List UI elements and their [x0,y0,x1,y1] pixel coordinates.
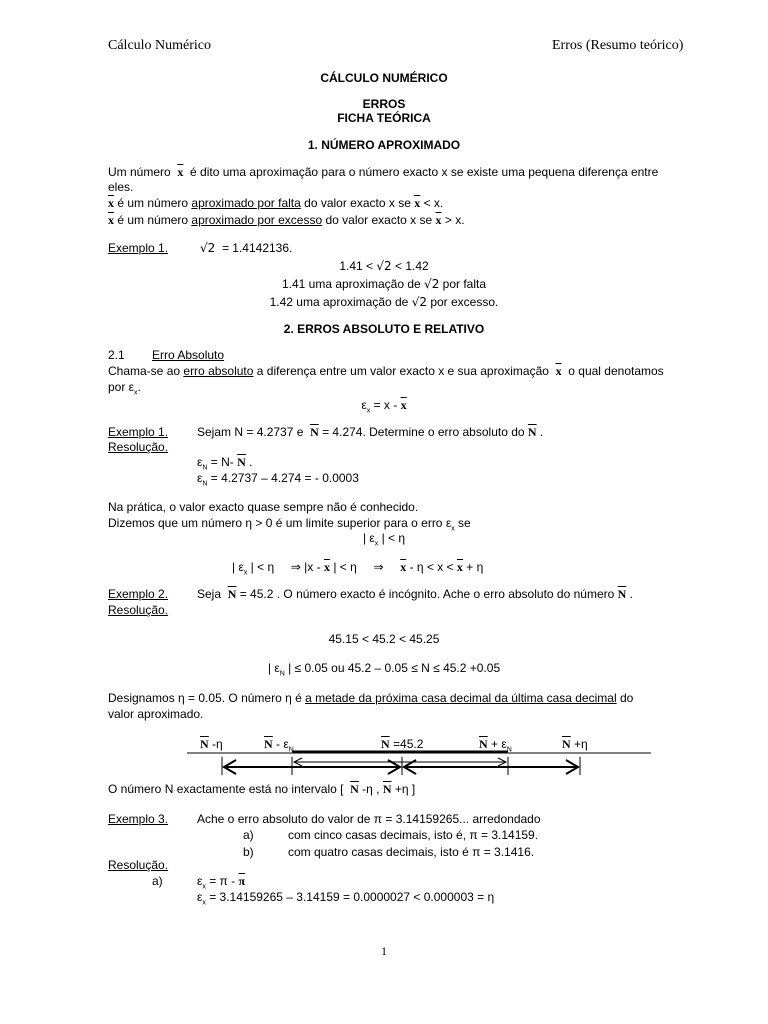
s2-def-a: ε [361,398,367,412]
s1-p2-text-c: < x. [423,196,444,210]
x-bar-symbol: $\overline{x}$ [435,213,442,227]
s2-ex3-item-a-marker: a) [243,828,254,842]
section1-heading: 1. NÚMERO APROXIMADO [307,138,461,152]
x-bar-symbol: $\overline{x}$ [400,560,407,574]
s2-int-c: +η ] [394,782,416,796]
s1-p3-text-a: é um número [117,213,189,227]
sub-n: N [506,746,512,754]
s1-ex-l2-a: 1.41 uma aproximação de [281,277,421,291]
n-bar-symbol: $\overline{N}$ [617,587,627,601]
s2-d1-b: a diferença entre um valor exacto x e sua aproximação [256,364,549,378]
s1-p3-text-c: > x. [444,213,465,227]
s2-ex1-res-line1: $\varepsilon_N = N-$ $\overline{N}$ . [197,455,253,472]
s2-des-underlined: a metade da próxima casa decimal da última casa decimal [305,691,617,705]
s2-d1-c: o qual denotamos [568,364,664,378]
s2-ex3-r1-a: ε [197,874,203,888]
sub-n: N [202,480,208,488]
s2-chain-e: ⇒ [373,560,384,574]
s2-chain-f: - η < x < [409,560,454,574]
s1-ex-l2-b: por falta [442,277,487,291]
s2-p-b2: se [458,516,471,530]
sub-n: N [202,464,208,472]
s2-ex1-r2-b: = 4.2737 – 4.274 = - 0.0003 [210,471,359,485]
s2-example3-label: Exemplo 3. [108,812,169,826]
s2-ex2-a: Seja [197,587,222,601]
s1-p1-text-b: é dito uma aproximação para o número exacto x se existe uma pequena diferença entre [190,165,659,179]
x-bar-symbol: $\overline{x}$ [177,165,184,179]
s1-p2-underlined: aproximado por falta [191,196,301,210]
title-ficha: FICHA TEÓRICA [337,111,431,125]
sqrt2-symbol: √2 [424,277,440,291]
n-bar-symbol: $\overline{N}$ [237,455,246,469]
sub-x: x [374,540,379,548]
s2-interval-text [108,782,415,797]
s2-chain-a: | ε [232,560,244,574]
s2-example1-label: Exemplo 1. [108,425,169,439]
s2-ex2-r2-a: | ε [267,661,280,675]
s2-resolucao-label-2: Resolução. [108,603,169,617]
s1-ex-l1-a: 1.41 < [339,259,374,273]
nl-2: - ε [276,737,289,751]
s2-resolucao-label-1: Resolução. [108,440,169,454]
s2-ex3-res-line2 [197,890,494,906]
nl-5: +η [574,737,588,751]
s2-definition-line2: por $\varepsilon_x$. [108,380,141,397]
n-bar-symbol: $\overline{N}$ [350,782,359,796]
n-bar-symbol: $\overline{N}$ [227,587,237,601]
s2-ex3-r1-b: = π - [209,874,236,888]
s1-p3-text-b: do valor exacto x se [325,213,433,227]
s2-def-sub: x [366,407,371,415]
s2-ex3-r2-a: ε [197,890,203,904]
s2-ex3-item-b-marker: b) [243,845,254,859]
n-bar-symbol: $\overline{N}$ [381,737,390,751]
s1-p3-underlined: aproximado por excesso [191,213,323,227]
x-bar-symbol: $\overline{x}$ [456,560,463,574]
s2-practice-line1: Na prática, o valor exacto quase sempre não é conhecido. [108,500,419,514]
s2-d2: por ε [108,380,135,394]
sub-x: x [243,569,248,577]
s2-ex2-res-line1: 45.15 < 45.2 < 45.25 [328,632,440,646]
s2-ex3-res-marker: a) [152,874,163,888]
s2-def-b: = x - [373,398,398,412]
header-right: Erros (Resumo teórico) [552,38,684,53]
sub-n: N [288,746,294,754]
pi-bar-symbol: $\overline{\pi}$ [238,874,246,888]
s1-example-eq-text: = 1.4142136. [221,241,293,255]
s1-ex-l3-b: por excesso. [430,295,499,309]
x-bar-symbol: $\overline{x}$ [414,196,421,210]
s1-p1-text-a: Um número [108,165,171,179]
s1-example-label: Exemplo 1. [108,241,169,255]
s2-ex2-r2-b: | ≤ 0.05 ou 45.2 – 0.05 ≤ N ≤ 45.2 +0.05 [288,661,501,675]
page-title: CÁLCULO NUMÉRICO [320,71,448,85]
s2-d1-underlined: erro absoluto [183,364,254,378]
x-bar-symbol: $\overline{x}$ [108,196,114,210]
n-bar-symbol: $\overline{N}$ [310,425,319,439]
s2-example3-text: Ache o erro absoluto do valor de π = 3.14159265... arredondado [197,812,541,826]
s2-int-b: -η , [362,782,380,796]
x-bar-symbol: $\overline{x}$ [555,364,562,378]
n-bar-symbol: $\overline{N}$ [562,737,571,751]
s2-chain-c: ⇒ |x - [290,560,321,574]
sqrt2-symbol: √2 [376,259,392,273]
page-number: 1 [381,944,387,958]
s2-example2-label: Exemplo 2. [108,587,169,601]
sqrt2-symbol: √2 [411,295,427,309]
x-bar-symbol: $\overline{x}$ [400,398,407,412]
s2-ex1-a: Sejam N = 4.2737 e [197,425,304,439]
n-bar-symbol: $\overline{N}$ [479,737,488,751]
sub-x: x [202,883,206,891]
s2-d1-a: Chama-se ao [108,364,181,378]
s2-d2-sub: x [134,389,138,397]
s1-ex-l1-b: < 1.42 [394,259,429,273]
s2-sub-title: Erro Absoluto [152,348,225,362]
nl-4: + ε [491,737,507,751]
s2-ex3-item-a-text: com cinco casas decimais, isto é, π = 3.14159. [288,828,539,842]
s2-ex3-r2-b: = 3.14159265 – 3.14159 = 0.0000027 < 0.000003 = η [209,890,495,904]
title-erros: ERROS [362,97,406,111]
s1-p2-text-a: é um número [117,196,189,210]
s2-chain-b: | < η [250,560,275,574]
x-bar-symbol: $\overline{x}$ [323,560,330,574]
s2-ex2-b: = 45.2 . O número exacto é incógnito. Ache o erro absoluto do número [239,587,615,601]
s2-example1-text: Sejam N = 4.2737 e $\overline{N} = 4.274$. Determine o erro absoluto do $\overline{N}$ . [197,425,544,439]
s2-designation-line2: valor aproximado. [108,707,204,721]
s1-ex-l3-a: 1.42 uma aproximação de [269,295,409,309]
n-bar-symbol: $\overline{N}$ [382,782,392,796]
s2-chain-d: | < η [333,560,357,574]
s2-ex1-b: = 4.274. Determine o erro absoluto do [322,425,525,439]
n-bar-symbol: $\overline{N}$ [527,425,537,439]
s2-ineq-b: | < η [381,531,406,545]
s2-ex1-r1-b: = N- [210,455,234,469]
sub-x: x [202,899,206,907]
x-bar-symbol: $\overline{x}$ [108,213,114,227]
s2-des-b: do [619,691,634,705]
section2-heading: 2. ERROS ABSOLUTO E RELATIVO [283,322,485,336]
s2-ex3-res-line1 [197,874,245,890]
s2-chain-g: + η [466,560,484,574]
s2-sub-number: 2.1 [108,348,125,362]
s2-ex1-r1-a: ε [197,455,203,469]
nl-1: -η [212,737,223,751]
s2-resolucao-label-3: Resolução. [108,858,169,872]
s2-ex1-r2-a: ε [197,471,203,485]
sub-x: x [451,525,455,533]
s1-p1-text-c: eles. [108,180,134,194]
s2-int-a: O número N exactamente está no intervalo [ [108,782,344,796]
nl-3: =45.2 [393,737,424,751]
s2-ineq-a: | ε [362,531,375,545]
s2-ex3-item-b-text: com quatro casas decimais, isto é π = 3.1416. [288,845,535,859]
s2-des-a: Designamos η = 0.05. O número η é [108,691,302,705]
sqrt2-symbol: √2 [200,241,216,255]
header-left: Cálculo Numérico [108,38,212,53]
s2-example2-text: Seja $\overline{N} = 45.2$ . O número exacto é incógnito. Ache o erro absoluto do número $\overline{N}$ . [197,587,633,601]
sub-n: N [279,670,285,678]
s2-p-b: Dizemos que um número η > 0 é um limite superior para o erro ε [108,516,452,530]
n-bar-symbol: $\overline{N}$ [264,737,273,751]
n-bar-symbol: $\overline{N}$ [200,737,209,751]
s1-p2-text-b: do valor exacto x se [304,196,411,210]
